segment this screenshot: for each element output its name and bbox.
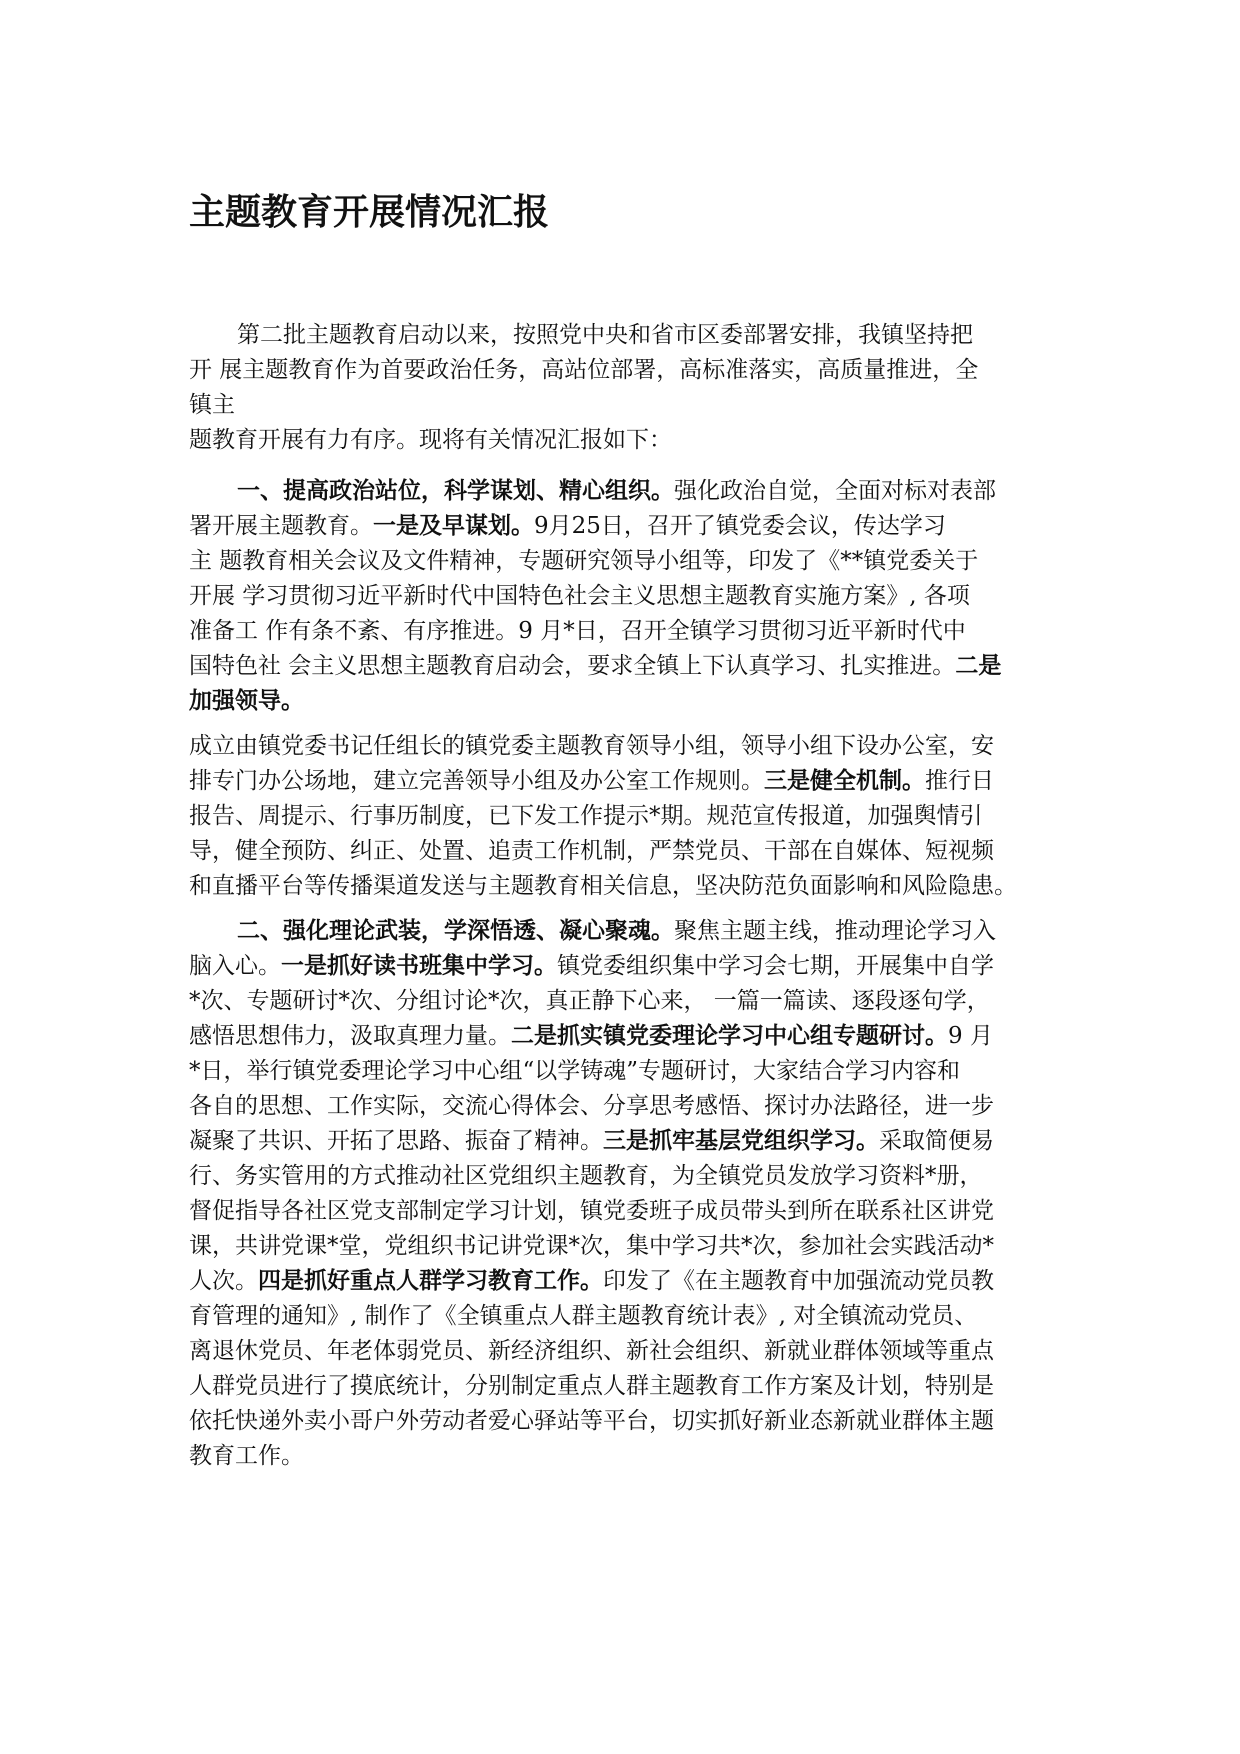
section-2-line-4-text: 感悟思想伟力，汲取真理力量。	[189, 1023, 511, 1049]
section-2-line-11	[189, 1264, 1051, 1299]
section-2-line-14: 人群党员进行了摸底统计，分别制定重点人群主题教育工作方案及计划，特别是	[189, 1373, 994, 1399]
section-2-line-10: 课，共讲党课*堂，党组织书记讲党课*次，集中学习共*次，参加社会实践活动*	[189, 1233, 994, 1259]
section-2-line-16: 教育工作。	[189, 1443, 304, 1469]
section-2-line-11-text: 人次。	[189, 1268, 258, 1294]
document-title: 主题教育开展情况汇报	[189, 192, 550, 233]
section-1b-point-3: 三是健全机制。	[764, 768, 925, 794]
document-body	[189, 318, 1051, 1474]
section-1-point-2-start: 二是	[955, 653, 1002, 679]
intro-line-1: 第二批主题教育启动以来，按照党中央和省市区委部署安排，我镇坚持把	[237, 322, 973, 348]
section-2-line-7-rest: 采取简便易	[879, 1128, 994, 1154]
section-2-line-4-rest: 9 月	[948, 1023, 993, 1049]
section-1-line-2-rest: 9月25日，召开了镇党委会议，传达学习	[534, 513, 946, 539]
section-1-line-1-text: 强化政治自觉，全面对标对表部	[674, 478, 996, 504]
section-1b-paragraph	[189, 729, 1051, 904]
section-1b-line-3: 报告、周提示、行事历制度，已下发工作提示*期。规范宣传报道，加强舆情引	[189, 803, 983, 829]
section-1-line-2-text: 署开展主题教育。	[189, 513, 373, 539]
section-1-point-1: 一是及早谋划。	[373, 513, 534, 539]
section-1-line-4: 开展 学习贯彻习近平新时代中国特色社会主义思想主题教育实施方案》, 各项	[189, 583, 970, 609]
section-2-point-1: 一是抓好读书班集中学习。	[281, 953, 557, 979]
section-1-paragraph	[189, 474, 1051, 719]
intro-paragraph	[189, 318, 1051, 458]
section-1-line-5: 准备工 作有条不紊、有序推进。9 月*日，召开全镇学习贯彻习近平新时代中	[189, 618, 966, 644]
section-2-line-2-text: 脑入心。	[189, 953, 281, 979]
section-1-line-6	[189, 649, 1051, 684]
intro-line-4: 题教育开展有力有序。现将有关情况汇报如下：	[189, 427, 672, 453]
section-2-line-9: 督促指导各社区党支部制定学习计划，镇党委班子成员带头到所在联系社区讲党	[189, 1198, 994, 1224]
section-2-line-5: *日，举行镇党委理论学习中心组“以学铸魂”专题研讨，大家结合学习内容和	[189, 1058, 961, 1084]
section-2-line-7	[189, 1124, 1051, 1159]
section-1-line-1	[189, 474, 1051, 509]
section-2-line-7-text: 凝聚了共识、开拓了思路、振奋了精神。	[189, 1128, 603, 1154]
section-2-line-3: *次、专题研讨*次、分组讨论*次，真正静下心来， 一篇一篇读、逐段逐句学，	[189, 988, 990, 1014]
section-2-point-2: 二是抓实镇党委理论学习中心组专题研讨。	[511, 1023, 948, 1049]
section-2-line-13: 离退休党员、年老体弱党员、新经济组织、新社会组织、新就业群体领域等重点	[189, 1338, 994, 1364]
section-2-heading: 二、强化理论武装，学深悟透、凝心聚魂。	[237, 918, 674, 944]
section-2-line-2	[189, 949, 1051, 984]
intro-line-2: 开 展主题教育作为首要政治任务，高站位部署，高标准落实，高质量推进，全	[189, 357, 979, 383]
section-2-line-6: 各自的思想、工作实际，交流心得体会、分享思考感悟、探讨办法路径，进一步	[189, 1093, 994, 1119]
section-1-line-7	[189, 684, 1051, 719]
section-1-heading: 一、提高政治站位，科学谋划、精心组织。	[237, 478, 674, 504]
section-2-point-4: 四是抓好重点人群学习教育工作。	[258, 1268, 603, 1294]
section-1-point-2-end: 加强领导。	[189, 688, 304, 714]
section-1b-line-2-text: 排专门办公场地，建立完善领导小组及办公室工作规则。	[189, 768, 764, 794]
intro-line-3: 镇主	[189, 392, 235, 418]
section-1-line-6-text: 国特色社 会主义思想主题教育启动会，要求全镇上下认真学习、扎实推进。	[189, 653, 956, 679]
section-1b-line-1: 成立由镇党委书记任组长的镇党委主题教育领导小组，领导小组下设办公室，安	[189, 733, 994, 759]
section-1b-line-5: 和直播平台等传播渠道发送与主题教育相关信息，坚决防范负面影响和风险隐患。	[189, 873, 1017, 899]
section-2-line-15: 依托快递外卖小哥户外劳动者爱心驿站等平台，切实抓好新业态新就业群体主题	[189, 1408, 994, 1434]
section-2-line-8: 行、务实管用的方式推动社区党组织主题教育，为全镇党员发放学习资料*册，	[189, 1163, 983, 1189]
section-2-line-1	[189, 914, 1051, 949]
section-1-line-3: 主 题教育相关会议及文件精神，专题研究领导小组等，印发了《**镇党委关于	[189, 548, 979, 574]
section-2-line-11-rest: 印发了《在主题教育中加强流动党员教	[603, 1268, 994, 1294]
section-2-point-3: 三是抓牢基层党组织学习。	[603, 1128, 879, 1154]
section-1-line-2	[189, 509, 1051, 544]
section-1b-line-4: 导，健全预防、纠正、处置、追责工作机制，严禁党员、干部在自媒体、短视频	[189, 838, 994, 864]
section-2-paragraph	[189, 914, 1051, 1474]
section-2-line-4	[189, 1019, 1051, 1054]
section-2-line-1-text: 聚焦主题主线，推动理论学习入	[674, 918, 996, 944]
section-1b-line-2-rest: 推行日	[925, 768, 994, 794]
section-2-line-2-rest: 镇党委组织集中学习会七期，开展集中自学	[557, 953, 994, 979]
section-1b-line-2	[189, 764, 1051, 799]
section-2-line-12: 育管理的通知》, 制作了《全镇重点人群主题教育统计表》, 对全镇流动党员、	[189, 1303, 978, 1329]
